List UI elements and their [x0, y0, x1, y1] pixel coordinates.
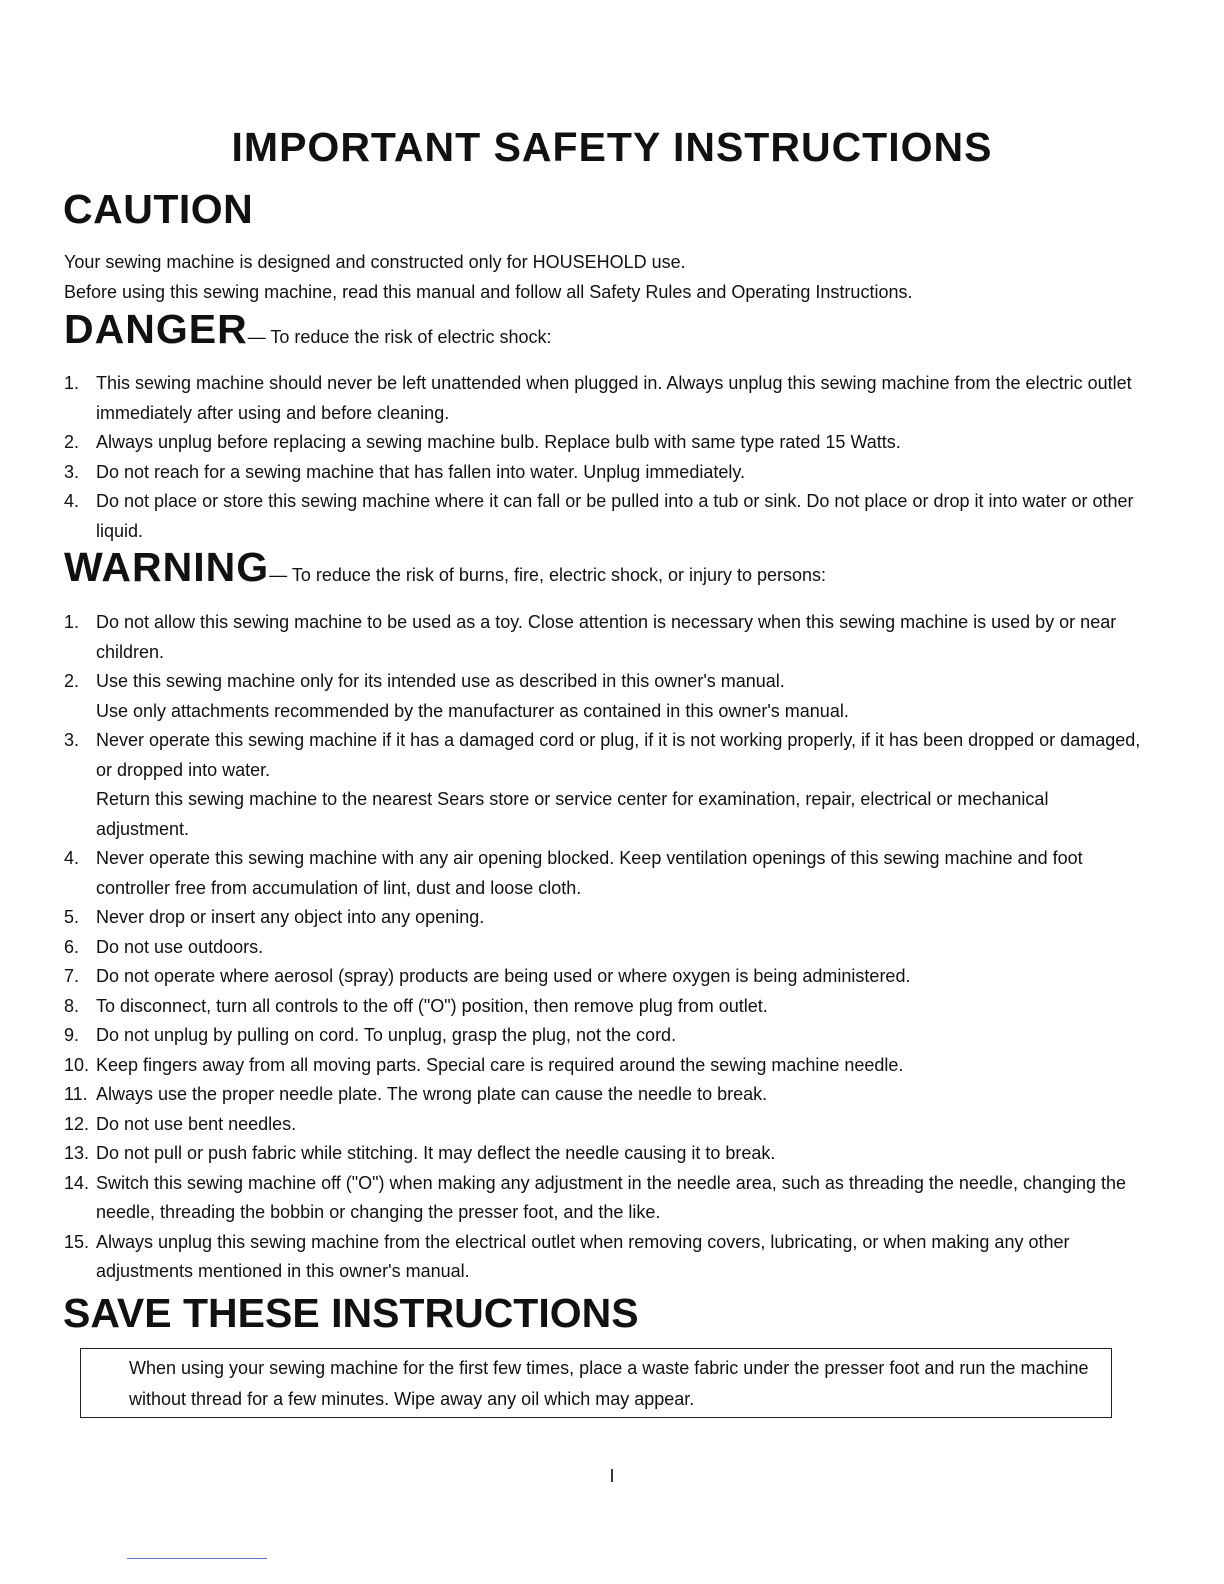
- item-text: Switch this sewing machine off ("O") when making any adjustment in the needle area, such as threading the needle, changing the needle, threading the bobbin or changing the presser foot, and the like.: [96, 1172, 1127, 1222]
- danger-heading: [64, 306, 551, 353]
- list-item: [64, 1051, 1144, 1081]
- list-item: [64, 369, 1144, 428]
- page-number: I: [609, 1466, 615, 1486]
- warning-list: [64, 608, 1144, 1287]
- item-text: Always use the proper needle plate. The wrong plate can cause the needle to break.: [96, 1084, 768, 1104]
- list-item: [64, 458, 1144, 488]
- save-instructions-heading: SAVE THESE INSTRUCTIONS: [63, 1290, 639, 1336]
- item-number: 2.: [64, 671, 80, 691]
- item-text: Keep fingers away from all moving parts. Special care is required around the sewing machine needle.: [96, 1054, 904, 1075]
- item-text: Do not use bent needles.: [96, 1113, 297, 1134]
- item-number: 4.: [64, 491, 80, 511]
- item-text: Do not place or store this sewing machine where it can fall or be pulled into a tub or sink. Do not place or drop it into water or other liquid.: [96, 491, 1134, 541]
- item-number: 9.: [64, 1025, 80, 1045]
- item-number: 12.: [64, 1113, 90, 1134]
- item-text-continued: Return this sewing machine to the nearest Sears store or service center for examination, repair, electrical or mechanical adjustment.: [96, 789, 1049, 839]
- item-number: 1.: [64, 373, 80, 393]
- list-item: [64, 428, 1144, 458]
- bottom-rule: [127, 1558, 267, 1559]
- caution-line-1: Your sewing machine is designed and constructed only for HOUSEHOLD use.: [64, 252, 686, 272]
- list-item: [64, 1021, 1144, 1051]
- item-number: 11.: [64, 1084, 88, 1104]
- item-text: This sewing machine should never be left unattended when plugged in. Always unplug this sewing machine from the electric outlet immediately after using and before cleaning.: [96, 373, 1132, 423]
- list-item: [64, 608, 1144, 667]
- item-number: 5.: [64, 907, 80, 927]
- list-item: [64, 903, 1144, 933]
- item-text: Always unplug this sewing machine from the electrical outlet when removing covers, lubricating, or when making any other adjustments mentioned in this owner's manual.: [96, 1231, 1070, 1281]
- list-item: [64, 844, 1144, 903]
- item-number: 13.: [64, 1143, 90, 1163]
- item-text: Do not reach for a sewing machine that has fallen into water. Unplug immediately.: [96, 461, 746, 482]
- item-text: Do not allow this sewing machine to be used as a toy. Close attention is necessary when this sewing machine is used by or near children.: [96, 612, 1117, 662]
- item-number: 4.: [64, 848, 80, 868]
- list-item: [64, 726, 1144, 844]
- notice-text: When using your sewing machine for the first few times, place a waste fabric under the presser foot and run the machine without thread for a few minutes. Wipe away any oil which may appear.: [129, 1358, 1089, 1409]
- page-title: IMPORTANT SAFETY INSTRUCTIONS: [231, 124, 993, 170]
- item-number: 15.: [64, 1231, 90, 1252]
- caution-line-2: Before using this sewing machine, read this manual and follow all Safety Rules and Operating Instructions.: [64, 282, 913, 302]
- warning-subtitle: — To reduce the risk of burns, fire, electric shock, or injury to persons:: [269, 565, 827, 585]
- list-item: [64, 992, 1144, 1022]
- item-number: 10.: [64, 1054, 90, 1075]
- item-number: 7.: [64, 966, 80, 986]
- item-text: Never drop or insert any object into any opening.: [96, 907, 485, 927]
- item-text: Never operate this sewing machine if it has a damaged cord or plug, if it is not working properly, if it has been dropped or damaged, or dropped into water.: [96, 730, 1141, 780]
- item-text: Never operate this sewing machine with any air opening blocked. Keep ventilation openings of this sewing machine and foot controller free from accumulation of lint, dust and loose cloth.: [96, 848, 1083, 898]
- list-item: [64, 1110, 1144, 1140]
- item-number: 8.: [64, 995, 80, 1016]
- item-number: 2.: [64, 432, 80, 452]
- warning-heading: [64, 544, 826, 591]
- item-number: 3.: [64, 461, 80, 482]
- list-item: [64, 487, 1144, 546]
- list-item: [64, 933, 1144, 963]
- list-item: [64, 1228, 1144, 1287]
- item-number: 6.: [64, 936, 80, 957]
- item-text: Do not operate where aerosol (spray) products are being used or where oxygen is being administered.: [96, 966, 911, 986]
- item-number: 3.: [64, 730, 80, 750]
- item-number: 1.: [64, 612, 80, 632]
- warning-title: WARNING: [64, 544, 270, 590]
- danger-title: DANGER: [64, 306, 248, 352]
- danger-subtitle: — To reduce the risk of electric shock:: [247, 327, 552, 347]
- list-item: [64, 1080, 1144, 1110]
- item-text: To disconnect, turn all controls to the off ("O") position, then remove plug from outlet.: [96, 995, 768, 1016]
- item-text-continued: Use only attachments recommended by the manufacturer as contained in this owner's manual.: [96, 700, 849, 721]
- notice-box: [80, 1348, 1112, 1418]
- item-text: Do not pull or push fabric while stitching. It may deflect the needle causing it to break.: [96, 1143, 776, 1163]
- item-text: Always unplug before replacing a sewing machine bulb. Replace bulb with same type rated 15 Watts.: [96, 432, 901, 452]
- list-item: [64, 1139, 1144, 1169]
- item-text: Use this sewing machine only for its intended use as described in this owner's manual.: [96, 671, 785, 691]
- item-number: 14.: [64, 1172, 90, 1193]
- list-item: [64, 962, 1144, 992]
- caution-heading: CAUTION: [63, 186, 254, 232]
- list-item: [64, 1169, 1144, 1228]
- danger-list: [64, 369, 1144, 546]
- list-item: [64, 667, 1144, 726]
- item-text: Do not unplug by pulling on cord. To unplug, grasp the plug, not the cord.: [96, 1025, 677, 1045]
- item-text: Do not use outdoors.: [96, 936, 264, 957]
